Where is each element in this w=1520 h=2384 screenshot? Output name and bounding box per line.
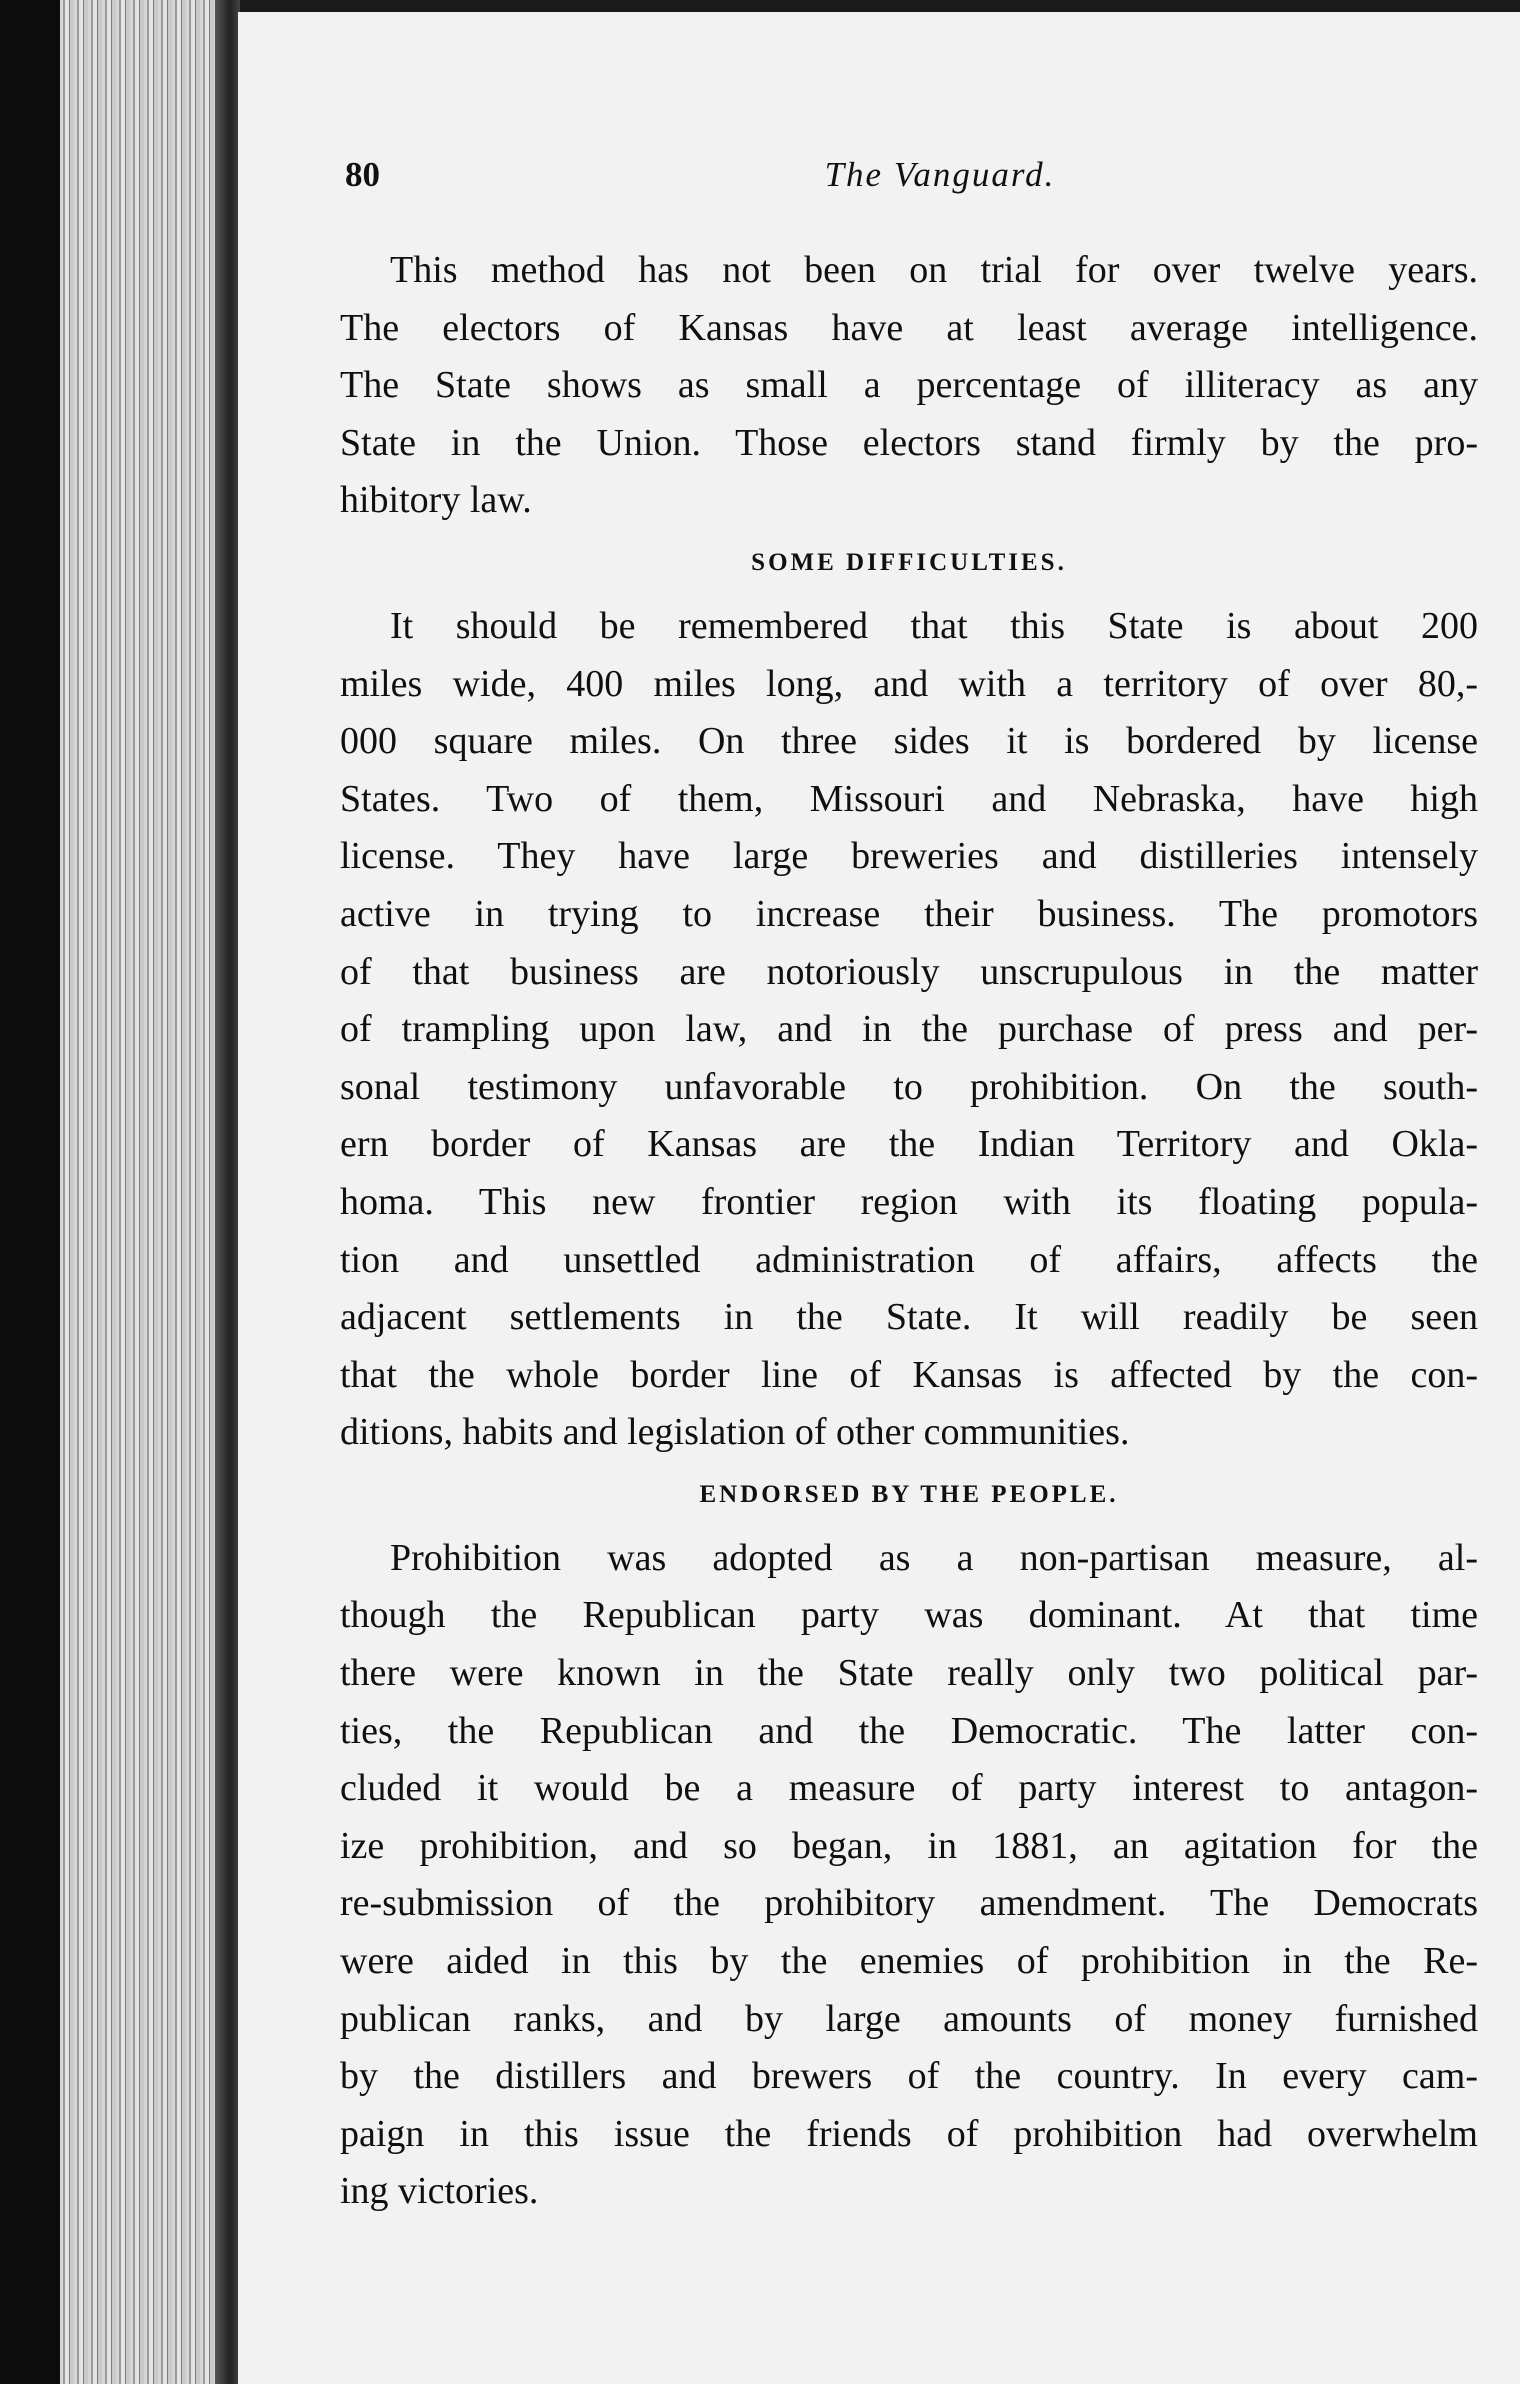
text-line: publican ranks, and by large amounts of money furnished	[340, 1997, 1478, 2040]
paragraph-1	[340, 242, 1478, 530]
body-text	[340, 242, 1478, 2221]
text-line: cluded it would be a measure of party interest to antagon-	[340, 1767, 1478, 1810]
text-line: active in trying to increase their business. The promotors	[340, 892, 1478, 935]
text-line: The State shows as small a percentage of illiteracy as any	[340, 364, 1478, 407]
text-line: hibitory law.	[340, 479, 532, 522]
text-line: sonal testimony unfavorable to prohibition. On the south-	[340, 1065, 1478, 1108]
running-head	[345, 155, 1475, 205]
text-line: of that business are notoriously unscrupulous in the matter	[340, 950, 1478, 993]
text-line: ties, the Republican and the Democratic. The latter con-	[340, 1709, 1478, 1752]
text-line: re-submission of the prohibitory amendment. The Democrats	[340, 1882, 1478, 1925]
page-edge-stack	[60, 0, 235, 2384]
text-line: State in the Union. Those electors stand firmly by the pro-	[340, 421, 1478, 464]
running-title: The Vanguard.	[824, 155, 1056, 194]
paragraph-3	[340, 1530, 1478, 2221]
text-line: homa. This new frontier region with its floating popula-	[340, 1180, 1478, 1223]
text-line: ize prohibition, and so began, in 1881, an agitation for the	[340, 1824, 1478, 1867]
text-line: license. They have large breweries and distilleries intensely	[340, 835, 1478, 878]
text-line: that the whole border line of Kansas is affected by the con-	[340, 1353, 1478, 1396]
text-line: tion and unsettled administration of affairs, affects the	[340, 1238, 1478, 1281]
text-line: by the distillers and brewers of the country. In every cam-	[340, 2055, 1478, 2098]
text-line: though the Republican party was dominant. At that time	[340, 1594, 1478, 1637]
text-line: adjacent settlements in the State. It will readily be seen	[340, 1296, 1478, 1339]
text-line: ditions, habits and legislation of other communities.	[340, 1411, 1130, 1454]
section-heading-some-difficulties: SOME DIFFICULTIES.	[751, 548, 1067, 576]
text-line: 000 square miles. On three sides it is bordered by license	[340, 720, 1478, 763]
text-line: It should be remembered that this State is about 200	[390, 604, 1478, 647]
text-line: of trampling upon law, and in the purchase of press and per-	[340, 1008, 1478, 1051]
binding-gutter	[215, 0, 240, 2384]
text-line: This method has not been on trial for over twelve years.	[390, 249, 1478, 291]
section-heading-endorsed-by-the-people: ENDORSED BY THE PEOPLE.	[699, 1480, 1119, 1508]
text-line: miles wide, 400 miles long, and with a territory of over 80,-	[340, 662, 1478, 705]
text-line: paign in this issue the friends of prohibition had overwhelm	[340, 2112, 1478, 2155]
text-line: States. Two of them, Missouri and Nebraska, have high	[340, 777, 1478, 820]
paragraph-2	[340, 598, 1478, 1462]
film-border	[0, 0, 60, 2384]
text-line: were aided in this by the enemies of prohibition in the Re-	[340, 1940, 1478, 1983]
page-number: 80	[345, 155, 380, 194]
text-line: The electors of Kansas have at least average intelligence.	[340, 306, 1478, 349]
text-line: ing victories.	[340, 2170, 539, 2213]
text-line: ern border of Kansas are the Indian Territory and Okla-	[340, 1123, 1478, 1166]
text-line: Prohibition was adopted as a non-partisan measure, al-	[390, 1536, 1478, 1579]
text-line: there were known in the State really only two political par-	[340, 1652, 1478, 1695]
